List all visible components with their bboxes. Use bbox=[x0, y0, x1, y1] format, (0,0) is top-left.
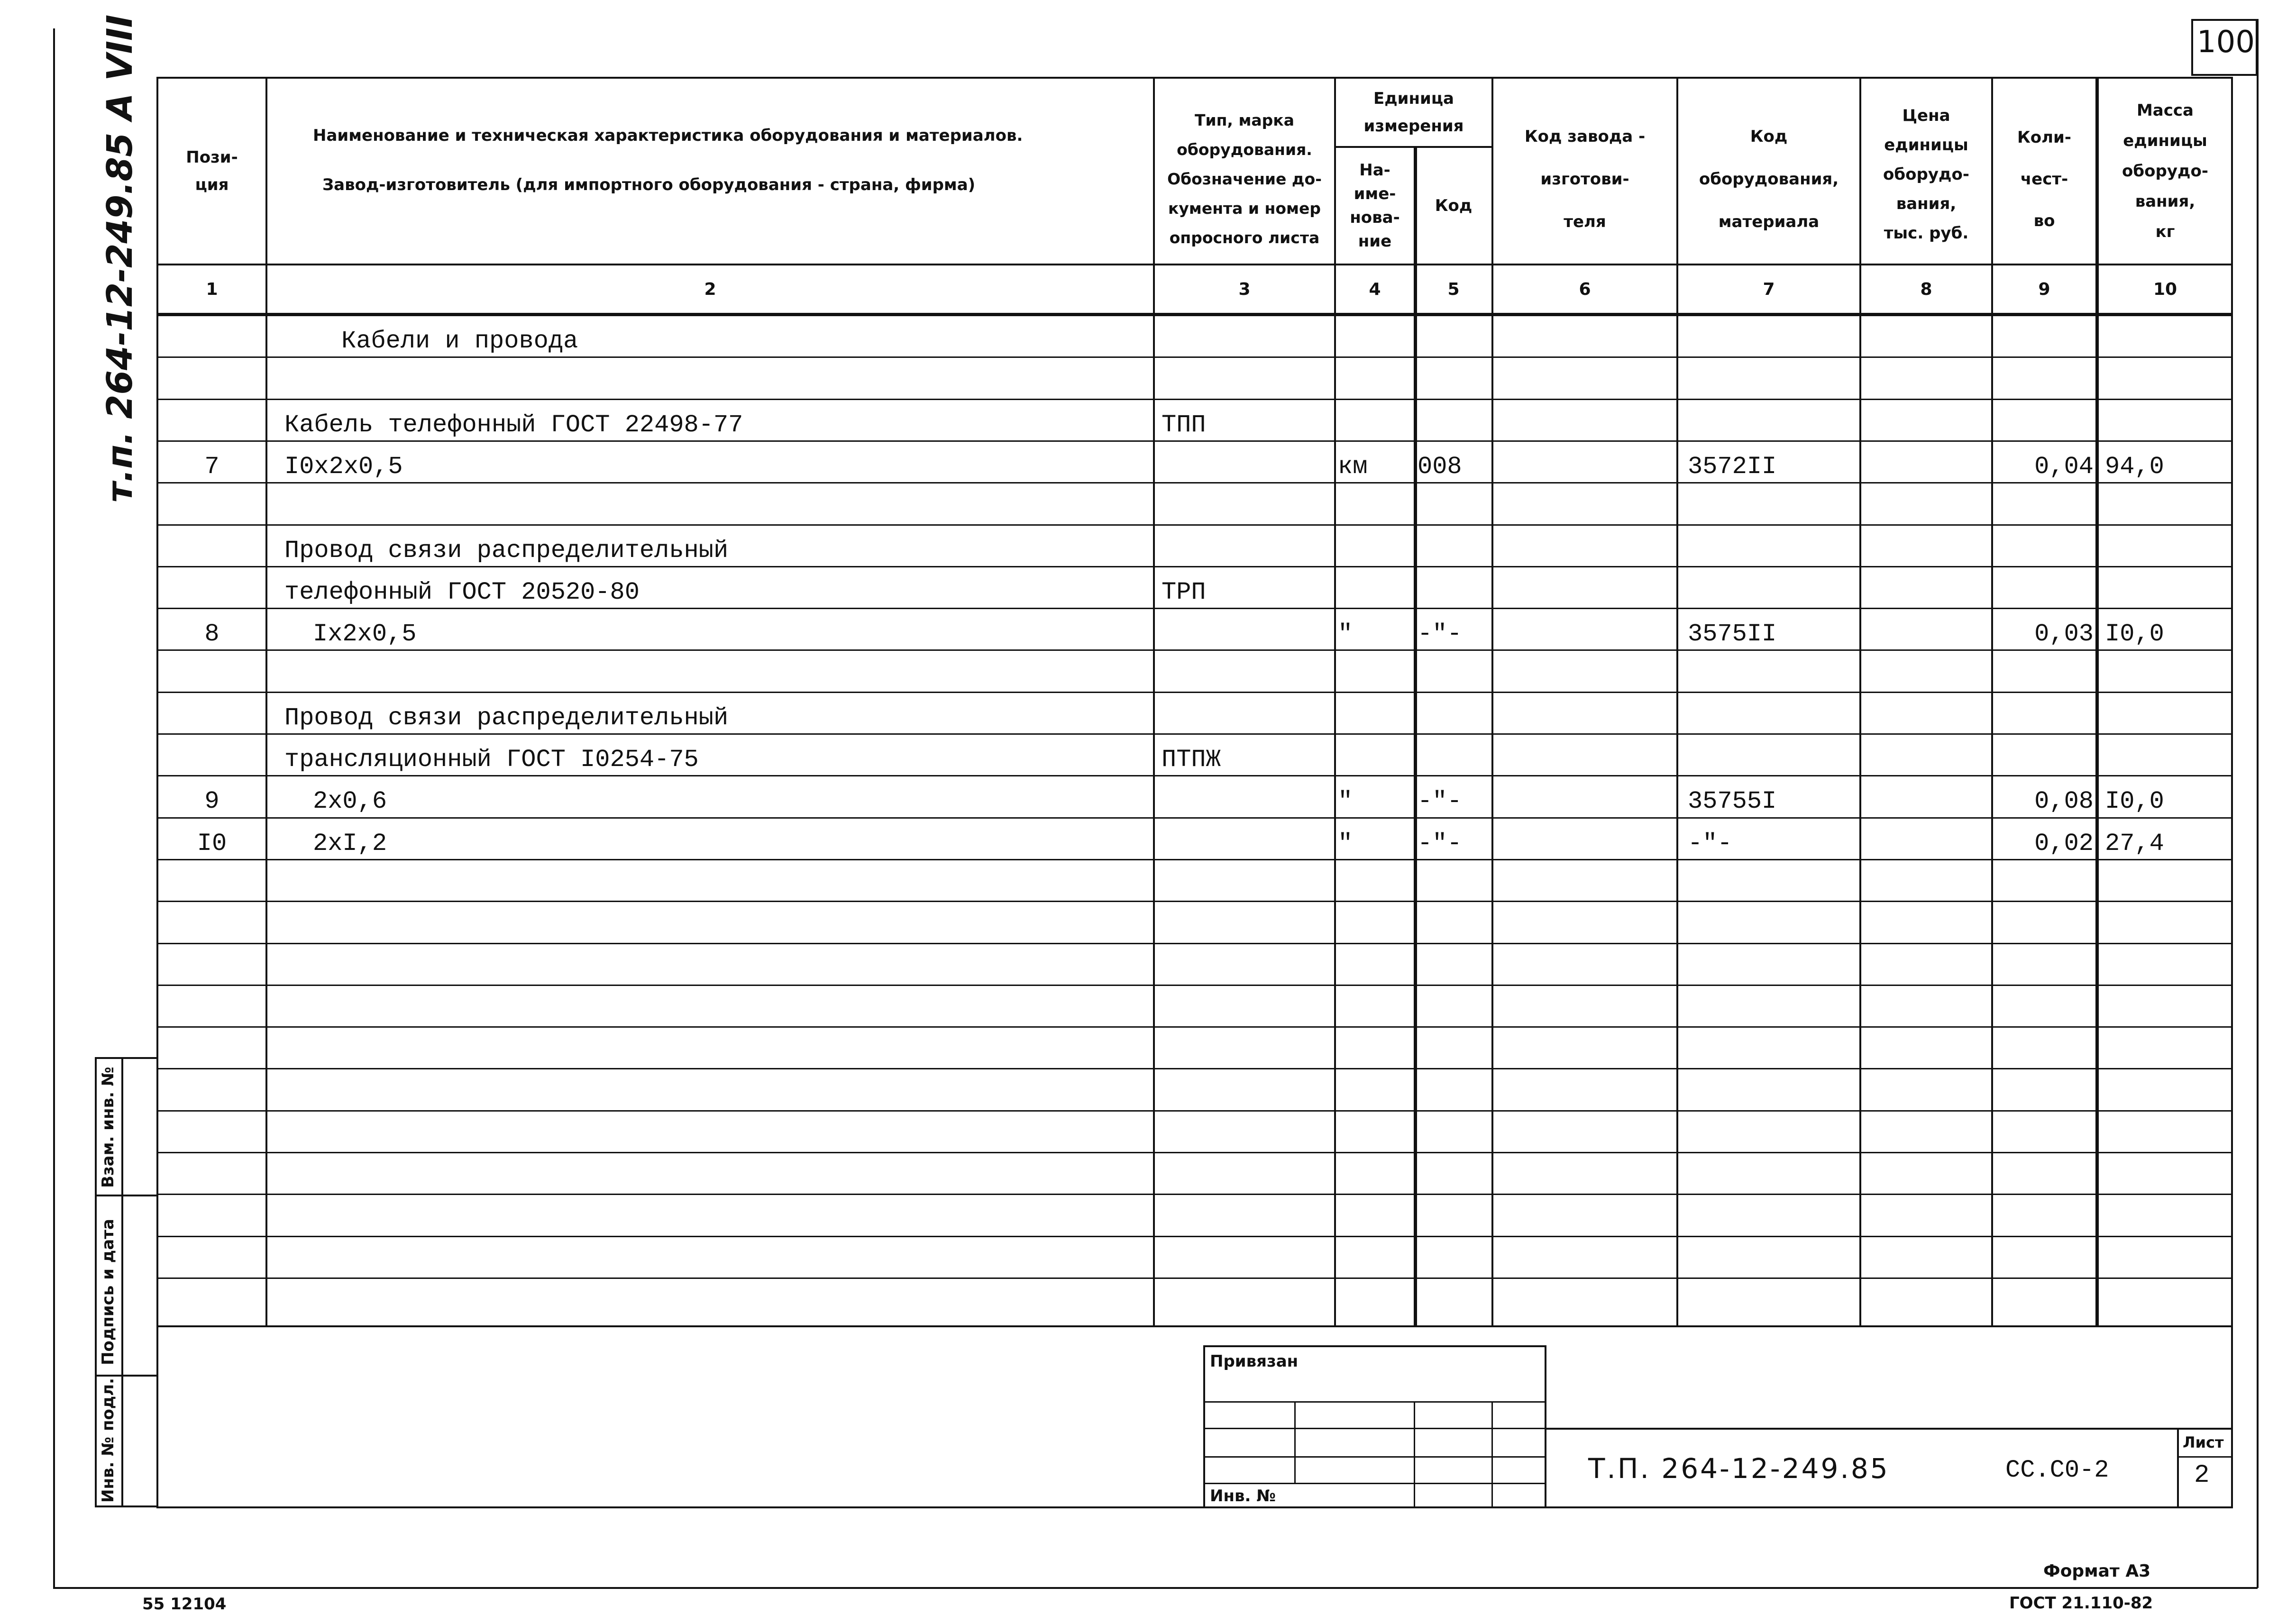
row-separator bbox=[156, 1068, 2233, 1069]
colnum-4: 4 bbox=[1369, 279, 1381, 299]
table-cell-unit: " bbox=[1338, 787, 1353, 815]
colnum-5: 5 bbox=[1447, 279, 1460, 299]
table-cell-name: 2х0,6 bbox=[313, 787, 387, 815]
table-cell-qty: 0,04 bbox=[2034, 453, 2094, 481]
header-mass: Масса единицы оборудо- вания, кг bbox=[2122, 101, 2208, 241]
table-cell-pos: 9 bbox=[204, 787, 220, 815]
table-cell-unit: " bbox=[1338, 830, 1353, 858]
header-quantity: Коли- чест- во bbox=[2017, 128, 2071, 230]
table-cell-pos: 8 bbox=[204, 620, 220, 648]
col-line-5 bbox=[1491, 77, 1493, 1327]
tb-line-4 bbox=[1203, 1483, 1546, 1484]
tb-line-1 bbox=[1203, 1401, 1546, 1403]
row-separator bbox=[156, 1194, 2233, 1195]
table-cell-code: 3572II bbox=[1688, 453, 1777, 481]
header-unit-group: Единица измерения bbox=[1363, 89, 1464, 136]
row-separator bbox=[156, 1026, 2233, 1028]
table-cell-name: трансляционный ГОСТ I0254-75 bbox=[284, 746, 699, 774]
header-type-mark: Тип, марка оборудования. Обозначение до- кумента и номер опросного листа bbox=[1167, 111, 1322, 247]
header-unit-name: На- име- нова- ние bbox=[1350, 161, 1400, 251]
row-separator bbox=[156, 985, 2233, 986]
col-line-4 bbox=[1414, 146, 1417, 1327]
colnum-1: 1 bbox=[206, 279, 218, 299]
row-separator bbox=[156, 692, 2233, 693]
table-cell-name: Провод связи распределительный bbox=[284, 537, 729, 565]
col-line-1 bbox=[265, 77, 267, 1327]
tb-sheet-split bbox=[2177, 1456, 2233, 1458]
row-separator bbox=[156, 524, 2233, 526]
title-block-sheet-value: 2 bbox=[2194, 1461, 2210, 1490]
table-cell-type: ТРП bbox=[1162, 578, 1206, 606]
table-cell-ucode: -"- bbox=[1418, 787, 1462, 815]
colnum-2: 2 bbox=[704, 279, 716, 299]
row-separator bbox=[156, 399, 2233, 400]
row-separator bbox=[156, 1236, 2233, 1237]
table-cell-mass: I0,0 bbox=[2105, 787, 2164, 815]
header-equipment-code: Код оборудования, материала bbox=[1699, 127, 1839, 231]
row-separator bbox=[156, 566, 2233, 567]
col-line-3 bbox=[1334, 77, 1336, 1327]
table-body-bottom bbox=[156, 1325, 2233, 1327]
colnum-bottom-line bbox=[156, 313, 2233, 316]
side-stamp-split bbox=[121, 1057, 123, 1507]
table-cell-code: -"- bbox=[1688, 830, 1732, 858]
row-separator bbox=[156, 1110, 2233, 1112]
title-block-privyazan-label: Привязан bbox=[1210, 1352, 1299, 1371]
row-separator bbox=[156, 356, 2233, 358]
colnum-3: 3 bbox=[1238, 279, 1251, 299]
table-cell-qty: 0,02 bbox=[2034, 830, 2094, 858]
table-cell-pos: 7 bbox=[204, 453, 220, 481]
table-cell-pos: I0 bbox=[197, 830, 227, 858]
row-separator bbox=[156, 775, 2233, 776]
row-separator bbox=[156, 859, 2233, 860]
footer-gost: ГОСТ 21.110-82 bbox=[2009, 1594, 2153, 1613]
side-stamp-sign-date: Подпись и дата bbox=[99, 1219, 118, 1365]
table-cell-code: 35755I bbox=[1688, 787, 1777, 815]
side-stamp-inv-orig: Инв. № подл. bbox=[99, 1378, 118, 1503]
tb-vline-3 bbox=[1491, 1401, 1493, 1508]
row-separator bbox=[156, 608, 2233, 609]
tb-designation-top bbox=[1546, 1428, 2233, 1430]
footer-left-code: 55 12104 bbox=[142, 1595, 227, 1614]
col-line-8 bbox=[1991, 77, 1993, 1327]
table-cell-name: Кабели и провода bbox=[341, 327, 578, 355]
table-cell-name: телефонный ГОСТ 20520-80 bbox=[284, 578, 640, 606]
table-cell-mass: 27,4 bbox=[2105, 830, 2164, 858]
side-stamp-row1 bbox=[95, 1195, 158, 1196]
header-name-line2: Завод-изготовитель (для импортного оборудования - страна, фирма) bbox=[322, 175, 976, 194]
table-cell-qty: 0,03 bbox=[2034, 620, 2094, 648]
table-cell-ucode: -"- bbox=[1418, 620, 1462, 648]
row-separator bbox=[156, 482, 2233, 484]
page-border-bottom bbox=[53, 1587, 2258, 1589]
table-cell-type: ПТПЖ bbox=[1162, 746, 1221, 774]
row-separator bbox=[156, 943, 2233, 944]
table-cell-name: 2хI,2 bbox=[313, 830, 387, 858]
col-line-9 bbox=[2095, 77, 2099, 1327]
table-cell-mass: 94,0 bbox=[2105, 453, 2164, 481]
side-document-title: т.п. 264-12-249.85 А VIII bbox=[100, 14, 140, 502]
table-cell-name: I0x2x0,5 bbox=[284, 453, 403, 481]
colnum-9: 9 bbox=[2038, 279, 2050, 299]
table-cell-unit: км bbox=[1338, 453, 1368, 481]
header-unit-price: Цена единицы оборудо- вания, тыс. руб. bbox=[1883, 106, 1969, 243]
title-block-designation: Т.П. 264-12-249.85 bbox=[1588, 1452, 1890, 1485]
tb-line-3 bbox=[1203, 1456, 1546, 1458]
table-cell-mass: I0,0 bbox=[2105, 620, 2164, 648]
table-cell-name: Провод связи распределительный bbox=[284, 704, 729, 732]
table-cell-name: Iх2х0,5 bbox=[313, 620, 417, 648]
table-cell-qty: 0,08 bbox=[2034, 787, 2094, 815]
header-unit-code: Код bbox=[1435, 196, 1473, 215]
table-cell-ucode: 008 bbox=[1418, 453, 1462, 481]
corner-sheet-number: 100 bbox=[2196, 25, 2255, 60]
row-separator bbox=[156, 1277, 2233, 1279]
page-border-left bbox=[53, 28, 55, 1588]
row-separator bbox=[156, 440, 2233, 442]
title-block-sheet-label: Лист bbox=[2183, 1433, 2224, 1451]
colnum-7: 7 bbox=[1763, 279, 1775, 299]
table-cell-unit: " bbox=[1338, 620, 1353, 648]
col-line-2 bbox=[1153, 77, 1155, 1327]
col-line-6 bbox=[1676, 77, 1678, 1327]
row-separator bbox=[156, 1152, 2233, 1153]
tb-line-2 bbox=[1203, 1428, 1546, 1429]
row-separator bbox=[156, 817, 2233, 819]
header-maker-code: Код завода - изготови- теля bbox=[1524, 127, 1646, 231]
tb-vline-1 bbox=[1294, 1401, 1296, 1483]
table-cell-ucode: -"- bbox=[1418, 830, 1462, 858]
footer-format: Формат А3 bbox=[2043, 1561, 2151, 1581]
row-separator bbox=[156, 649, 2233, 651]
side-stamp-vzam-inv: Взам. инв. № bbox=[99, 1067, 118, 1188]
tb-vline-2 bbox=[1414, 1401, 1415, 1508]
header-position: Пози- ция bbox=[186, 148, 238, 194]
table-cell-type: ТПП bbox=[1162, 411, 1206, 439]
table-cell-code: 3575II bbox=[1688, 620, 1777, 648]
side-stamp-row2 bbox=[95, 1375, 158, 1377]
table-cell-name: Кабель телефонный ГОСТ 22498-77 bbox=[284, 411, 743, 439]
colnum-8: 8 bbox=[1920, 279, 1932, 299]
col-line-7 bbox=[1859, 77, 1861, 1327]
page-border-right bbox=[2257, 19, 2259, 1588]
title-block-inv-label: Инв. № bbox=[1210, 1487, 1276, 1505]
colnum-6: 6 bbox=[1579, 279, 1591, 299]
title-block-code: СС.С0-2 bbox=[2005, 1456, 2109, 1484]
colnum-10: 10 bbox=[2153, 279, 2177, 299]
row-separator bbox=[156, 901, 2233, 902]
header-name-line1: Наименование и техническая характеристика оборудования и материалов. bbox=[313, 126, 1023, 145]
row-separator bbox=[156, 733, 2233, 735]
